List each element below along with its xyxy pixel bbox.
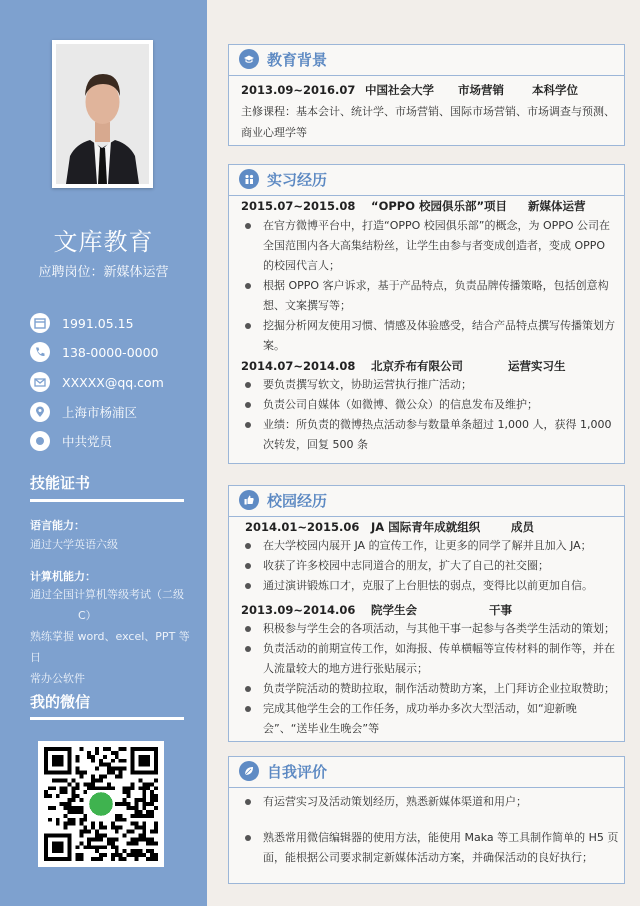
computer-label: 计算机能力： [30, 570, 96, 583]
contact-birthdate [30, 313, 200, 333]
campus-org: JA 国际青年成就组织 [371, 520, 481, 534]
education-period: 2013.09~2016.07 [241, 83, 356, 97]
party-icon [30, 431, 50, 451]
campus-role: 干事 [489, 603, 513, 617]
mail-icon [30, 372, 50, 392]
internship-period: 2014.07~2014.08 [241, 359, 356, 373]
phone-text: 138-0000-0000 [62, 344, 159, 360]
self-eval-header [229, 757, 624, 785]
campus-period: 2013.09~2014.06 [241, 603, 356, 617]
campus-title: 校园经历 [267, 491, 328, 510]
education-title: 教育背景 [267, 50, 328, 69]
contact-email [30, 372, 200, 392]
computer-line: 熟练掌握 word、excel、PPT 等日 [30, 630, 190, 664]
computer-line: 通过全国计算机等级考试（二级 [30, 588, 184, 601]
campus-header [229, 486, 624, 514]
contact-political [30, 431, 200, 451]
campus-role: 成员 [511, 520, 535, 534]
education-header [229, 45, 624, 73]
computer-text [30, 584, 190, 689]
language-label: 语言能力： [30, 519, 85, 532]
phone-icon [30, 342, 50, 362]
wechat-heading: 我的微信 [30, 693, 91, 711]
computer-line: 常办公软件 [30, 672, 85, 685]
list-item: 积极参与学生会的各项活动，与其他干事一起参与各类学生活动的策划； [241, 619, 619, 639]
list-item: 有运营实习及活动策划经历，熟悉新媒体渠道和用户； [241, 792, 619, 812]
courses-line: 商业心理学等 [241, 126, 307, 139]
thumbs-up-icon [239, 490, 259, 510]
wechat-qr-code [38, 741, 164, 867]
self-eval-bullets [241, 792, 619, 868]
internship-header [229, 165, 624, 193]
job-title: 应聘岗位：新媒体运营 [38, 265, 169, 280]
campus-section [228, 485, 625, 742]
campus-bullets [241, 619, 619, 739]
education-degree: 本科学位 [532, 83, 579, 97]
wechat-divider [30, 717, 184, 720]
candidate-name: 文库教育 [53, 228, 154, 256]
qr-code-pattern [44, 747, 158, 861]
skills-divider [30, 499, 184, 502]
location-icon [30, 402, 50, 422]
list-item: 要负责撰写软文，协助运营执行推广活动； [241, 375, 619, 395]
internship-role: 运营实习生 [508, 359, 566, 373]
education-section [228, 44, 625, 146]
list-item: 挖掘分析网友使用习惯、情感及体验感受，结合产品特点撰写传播策划方案。 [241, 316, 619, 356]
section-divider [229, 195, 624, 196]
campus-period: 2014.01~2015.06 [245, 520, 360, 534]
education-row [241, 82, 578, 98]
calendar-icon [30, 313, 50, 333]
list-item: 在官方微博平台中，打造“OPPO 校园俱乐部”的概念，为 OPPO 公司在全国范围内各大高集结粉丝，让学生由参与者变成创造者，变成 OPPO 的校园代言人； [241, 216, 619, 276]
internship-org: “OPPO 校园俱乐部”项目 [371, 199, 508, 213]
computer-line: C） [78, 609, 97, 622]
leaf-icon [239, 761, 259, 781]
profile-photo [52, 40, 153, 188]
section-divider [229, 787, 624, 788]
campus-org: 院学生会 [371, 603, 418, 617]
section-divider [229, 516, 624, 517]
internship-title: 实习经历 [267, 170, 328, 189]
internship-period: 2015.07~2015.08 [241, 199, 356, 213]
campus-bullets [241, 536, 619, 596]
portrait-image [56, 44, 149, 184]
section-divider [229, 75, 624, 76]
language-text: 通过大学英语六级 [30, 538, 118, 551]
birthdate-text: 1991.05.15 [62, 315, 134, 331]
list-item: 业绩：所负责的微博热点活动参与数量单条超过 1,000 人，获得 1,000 次转发，回复 500 条 [241, 415, 619, 455]
graduation-icon [239, 49, 259, 69]
internship-bullets [241, 375, 619, 455]
internship-row [241, 358, 566, 374]
list-item: 完成其他学生会的工作任务，成功举办多次大型活动，如“迎新晚会”、“送毕业生晚会”等 [241, 699, 619, 739]
list-item: 通过演讲锻炼口才，克服了上台胆怯的弱点，变得比以前更加自信。 [241, 576, 619, 596]
list-item: 负责学院活动的赞助拉取，制作活动赞助方案，上门拜访企业拉取赞助； [241, 679, 619, 699]
campus-row [241, 602, 512, 618]
list-item: 在大学校园内展开 JA 的宣传工作，让更多的同学了解并且加入 JA； [241, 536, 619, 556]
self-eval-title: 自我评价 [267, 762, 328, 781]
list-item: 负责活动的前期宣传工作，如海报、传单横幅等宣传材料的制作等，并在人流量较大的地方进行张贴展示； [241, 639, 619, 679]
list-item: 收获了许多校园中志同道合的朋友，扩大了自己的社交圈； [241, 556, 619, 576]
list-item: 根据 OPPO 客户诉求，基于产品特点，负责品牌传播策略，包括创意构想、文案撰写等； [241, 276, 619, 316]
list-item: 负责公司自媒体（如微博、微公众）的信息发布及维护； [241, 395, 619, 415]
contact-phone [30, 342, 200, 362]
courses-line: 主修课程：基本会计、统计学、市场营销、国际市场营销、市场调查与预测、 [241, 105, 615, 118]
campus-row [245, 519, 534, 535]
education-school: 中国社会大学 [365, 83, 435, 97]
skills-heading: 技能证书 [30, 474, 91, 492]
political-text: 中共党员 [62, 434, 113, 449]
internship-bullets [241, 216, 619, 356]
contact-location [30, 402, 200, 422]
sidebar [0, 0, 207, 906]
internship-row [241, 198, 586, 214]
education-major: 市场营销 [458, 83, 505, 97]
email-text: XXXXX@qq.com [62, 374, 164, 390]
people-icon [239, 169, 259, 189]
internship-role: 新媒体运营 [528, 199, 586, 213]
internship-org: 北京乔布有限公司 [371, 359, 464, 373]
education-courses [241, 101, 616, 143]
location-text: 上海市杨浦区 [62, 405, 138, 420]
self-eval-section [228, 756, 625, 884]
internship-section [228, 164, 625, 464]
list-item: 熟悉常用微信编辑器的使用方法，能使用 Maka 等工具制作简单的 H5 页面，能根据公司要求制定新媒体活动方案，并确保活动的良好执行； [241, 828, 619, 868]
